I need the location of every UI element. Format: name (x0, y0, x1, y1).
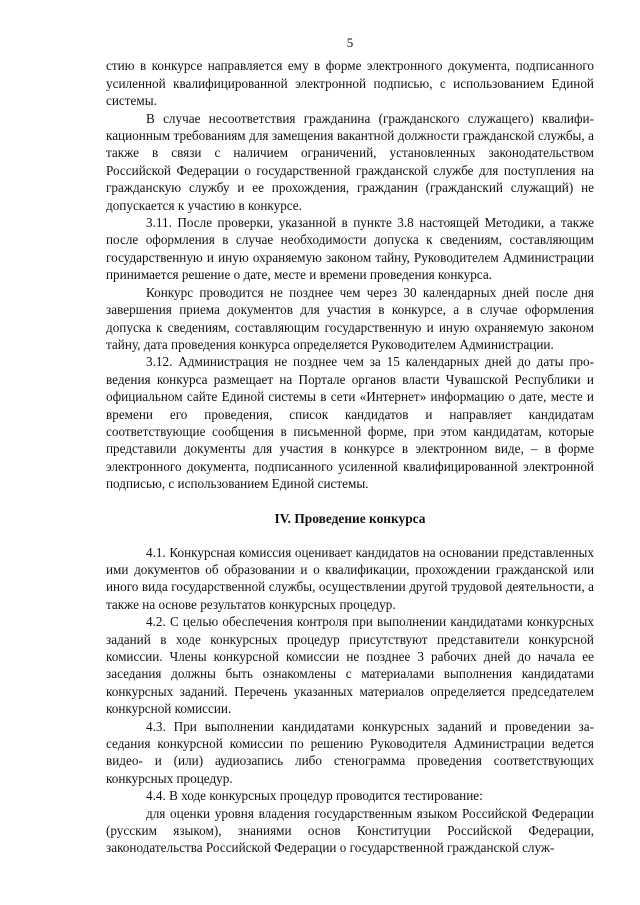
section-title: IV. Проведение конкурса (274, 510, 426, 526)
paragraph-3-11: 3.11. После проверки, указанной в пункте 3.8 настоящей Методики, а также после оформления в случае необходимости допуска к сведениям, составляющим государственную и иную охраняемую законом тайну, Руководителем Администрации принимается решение о дате, месте и времени проведения конкурса. (106, 215, 594, 283)
document-page (106, 34, 594, 857)
paragraph-3-12: 3.12. Администрация не позднее чем за 15 календарных дней до даты проведения конкурса размещает на Портале органов власти Чувашской Республики и официальном сайте Единой системы в сети «Интернет» информацию о дате, месте и времени его проведения, список кандидатов и направляет кандидатам соответствующие сообщения в письменной форме, при этом кандидатам, которые представили документы для участия в конкурсе в электронном виде, – в форме электронного документа, подписанного усиленной квалифицированной электронной подписью, с использованием Единой системы. (106, 354, 594, 492)
paragraph-4-4: 4.4. В ходе конкурсных процедур проводится тестирование: (146, 788, 483, 804)
paragraph-4-3: 4.3. При выполнении кандидатами конкурсных заданий и проведении заседания конкурсной комиссии по решению Руководителя Администрации ведется видео- и (или) аудиозапись либо стенограмма проведения соответствующих конкурсных процедур. (106, 718, 594, 786)
paragraph-contest-timing: Конкурс проводится не позднее чем через 30 календарных дней после дня завершения приема документов для участия в конкурсе, а в случае оформления допуска к сведениям, составляющим государственную и иную охраняемую законом тайну, дата проведения конкурса определяется Руководителем Администрации. (106, 284, 594, 352)
paragraph-continuation: стию в конкурсе направляется ему в форме электронного документа, подписанного усиленной квалифицированной электронной подписью, с использованием Единой системы. (106, 58, 594, 109)
page-number: 5 (346, 35, 354, 50)
paragraph-noncompliance: В случае несоответствия гражданина (гражданского служащего) квалификационным требованиям для замещения вакантной должности гражданской службы, а также в связи с наличием ограничений, установленных законодательством Российской Федерации о государственной гражданской службе для поступления на гражданскую службу и ее прохождения, гражданин (гражданский служащий) не допускается к участию в конкурсе. (106, 110, 594, 213)
paragraph-testing-purpose: для оценки уровня владения государственным языком Российской Федерации (русским языком), знаниями основ Конституции Российской Федерации, законодательства Российской Федерации о государственной гражданской служ- (106, 805, 594, 856)
paragraph-4-1: 4.1. Конкурсная комиссия оценивает кандидатов на основании представленных ими документов об образовании и о квалификации, прохождении гражданской или иного вида государственной службы, осуществлении другой трудовой деятельности, а также на основе результатов конкурсных процедур. (106, 544, 594, 612)
paragraph-4-2: 4.2. С целью обеспечения контроля при выполнении кандидатами конкурсных заданий в ходе конкурсных процедур присутствуют представители конкурсной комиссии. Члены конкурсной комиссии не позднее 3 рабочих дней до начала ее заседания должны быть ознакомлены с материалами выполнения кандидатами конкурсных заданий. Перечень указанных материалов определяется председателем конкурсной комиссии. (106, 614, 594, 717)
